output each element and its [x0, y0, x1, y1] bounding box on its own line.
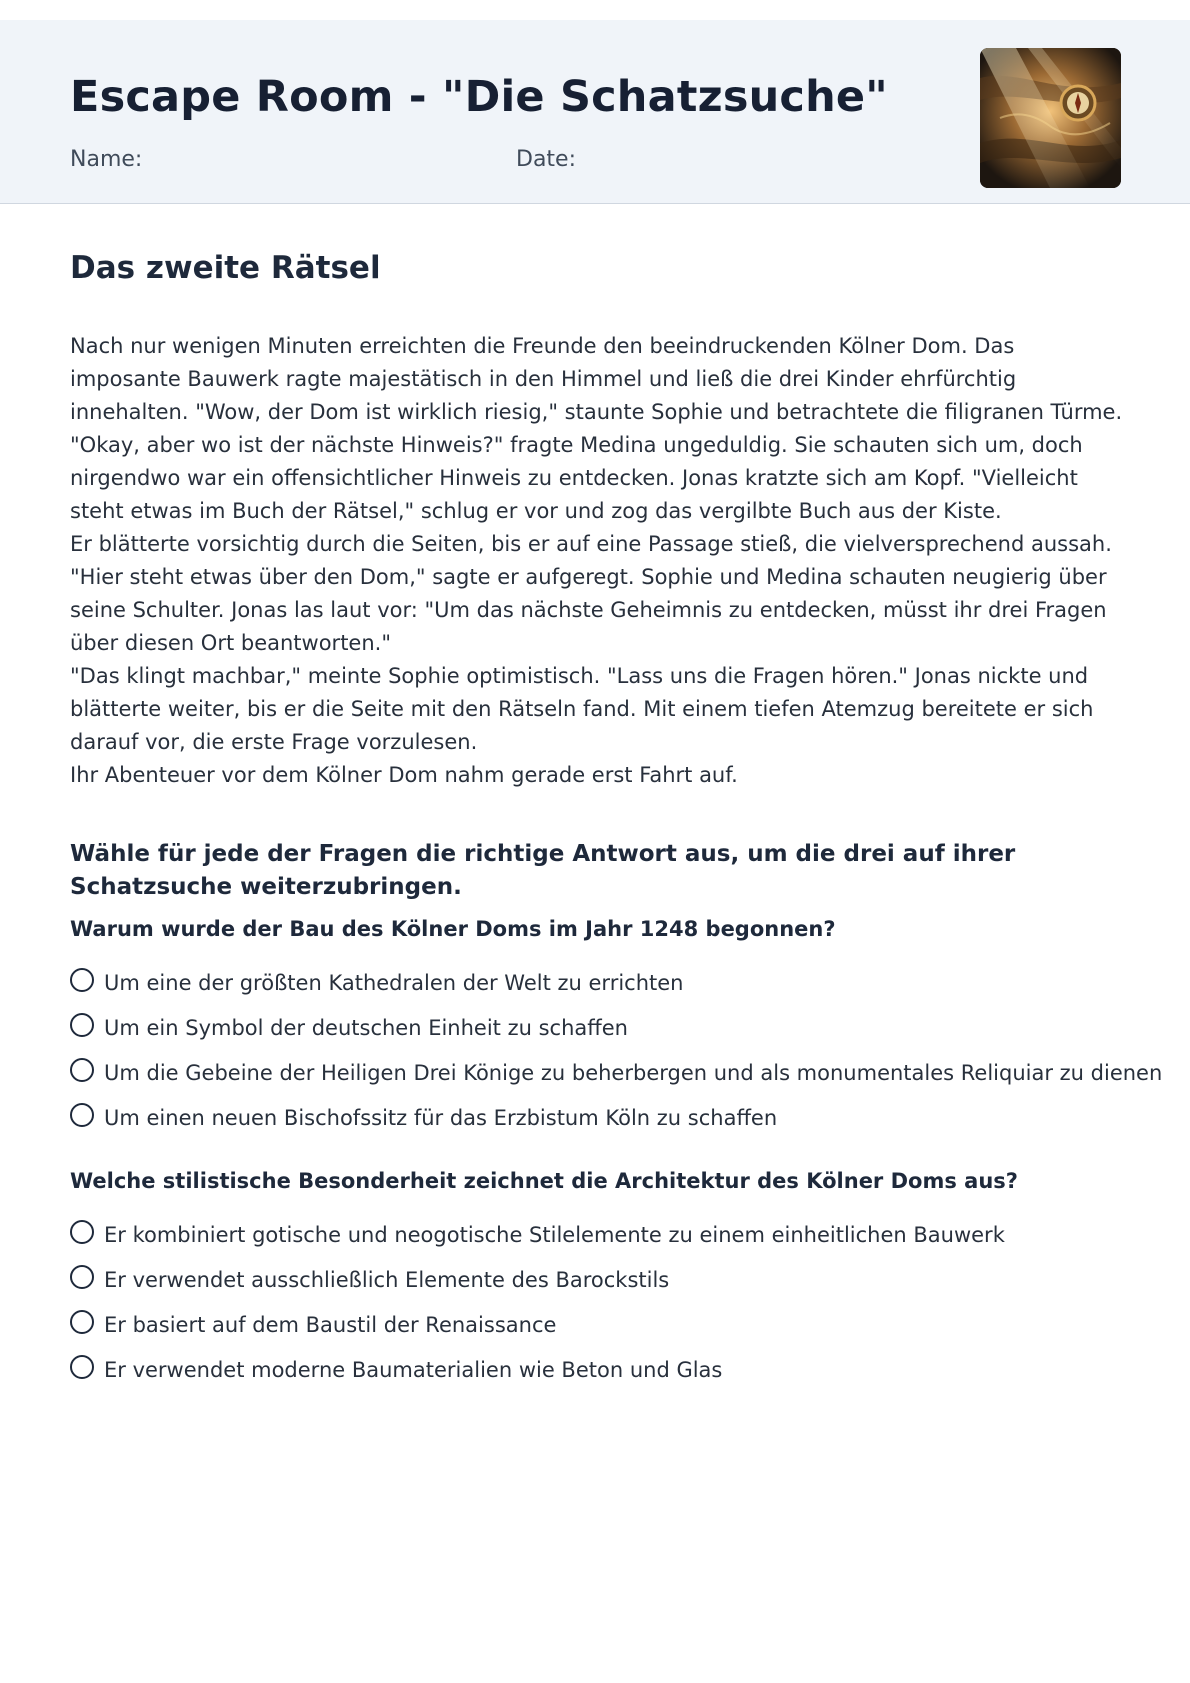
- radio-button-icon[interactable]: [70, 1265, 94, 1289]
- radio-button-icon[interactable]: [70, 1103, 94, 1127]
- answer-option[interactable]: [70, 1212, 1130, 1257]
- answer-option[interactable]: [70, 1347, 1130, 1392]
- answer-option-label: Er kombiniert gotische und neogotische Stilelemente zu einem einheitlichen Bauwerk: [104, 1222, 1005, 1247]
- story-paragraph: "Das klingt machbar," meinte Sophie optimistisch. "Lass uns die Fragen hören." Jonas nickte und blätterte weiter, bis er die Seite mit den Rätseln fand. Mit einem tiefen Atemzug bereitete er sich darauf vor, die erste Frage vorzulesen.: [70, 664, 1094, 755]
- section-title: Das zweite Rätsel: [70, 250, 381, 286]
- date-field-label: Date:: [516, 147, 576, 172]
- question-2-options: [70, 1212, 1130, 1392]
- answer-option-label: Er basiert auf dem Baustil der Renaissance: [104, 1312, 557, 1337]
- question-1-options: [70, 960, 1163, 1140]
- question-1: Warum wurde der Bau des Kölner Doms im Jahr 1248 begonnen?: [70, 917, 836, 942]
- answer-option[interactable]: [70, 1095, 1130, 1140]
- answer-option-label: Er verwendet moderne Baumaterialien wie Beton und Glas: [104, 1357, 723, 1382]
- answer-option-label: Um die Gebeine der Heiligen Drei Könige zu beherbergen und als monumentales Reliquiar zu dienen: [104, 1060, 1163, 1085]
- answer-option[interactable]: [70, 960, 1130, 1005]
- story-paragraph: Ihr Abenteuer vor dem Kölner Dom nahm gerade erst Fahrt auf.: [70, 763, 738, 788]
- answer-option[interactable]: [70, 1302, 1130, 1347]
- story-paragraph: Er blätterte vorsichtig durch die Seiten, bis er auf eine Passage stieß, die vielversprechend aussah. "Hier steht etwas über den Dom," sagte er aufgeregt. Sophie und Medina schauten neugierig über seine Schulter. Jonas las laut vor: "Um das nächste Geheimnis zu entdecken, müsst ihr drei Fragen über diesen Ort beantworten.": [70, 532, 1112, 656]
- answer-option-label: Er verwendet ausschließlich Elemente des Barockstils: [104, 1267, 670, 1292]
- worksheet-header: [0, 20, 1190, 204]
- radio-button-icon[interactable]: [70, 968, 94, 992]
- story-paragraph: Nach nur wenigen Minuten erreichten die Freunde den beeindruckenden Kölner Dom. Das imposante Bauwerk ragte majestätisch in den Himmel und ließ die drei Kinder ehrfürchtig innehalten. "Wow, der Dom ist wirklich riesig," staunte Sophie und betrachtete die filigranen Türme.: [70, 334, 1123, 425]
- answer-option-label: Um ein Symbol der deutschen Einheit zu schaffen: [104, 1015, 628, 1040]
- radio-button-icon[interactable]: [70, 1355, 94, 1379]
- question-2: Welche stilistische Besonderheit zeichnet die Architektur des Kölner Doms aus?: [70, 1169, 1018, 1194]
- answer-option[interactable]: [70, 1050, 1163, 1095]
- answer-option-label: Um einen neuen Bischofssitz für das Erzbistum Köln zu schaffen: [104, 1105, 778, 1130]
- answer-option[interactable]: [70, 1005, 1130, 1050]
- page-title: Escape Room - "Die Schatzsuche": [70, 72, 888, 122]
- radio-button-icon[interactable]: [70, 1058, 94, 1082]
- answer-option[interactable]: [70, 1257, 1130, 1302]
- treasure-map-compass-image: [980, 48, 1121, 188]
- answer-option-label: Um eine der größten Kathedralen der Welt zu errichten: [104, 970, 684, 995]
- radio-button-icon[interactable]: [70, 1013, 94, 1037]
- radio-button-icon[interactable]: [70, 1220, 94, 1244]
- quiz-instruction: Wähle für jede der Fragen die richtige Antwort aus, um die drei auf ihrer Schatzsuche weiterzubringen.: [70, 841, 1016, 901]
- worksheet-content: [70, 250, 1163, 1392]
- name-field-label: Name:: [70, 147, 143, 172]
- story-paragraph: "Okay, aber wo ist der nächste Hinweis?" fragte Medina ungeduldig. Sie schauten sich um, doch nirgendwo war ein offensichtlicher Hinweis zu entdecken. Jonas kratzte sich am Kopf. "Vielleicht steht etwas im Buch der Rätsel," schlug er vor und zog das vergilbte Buch aus der Kiste.: [70, 433, 1083, 524]
- story-text: [70, 330, 1130, 792]
- radio-button-icon[interactable]: [70, 1310, 94, 1334]
